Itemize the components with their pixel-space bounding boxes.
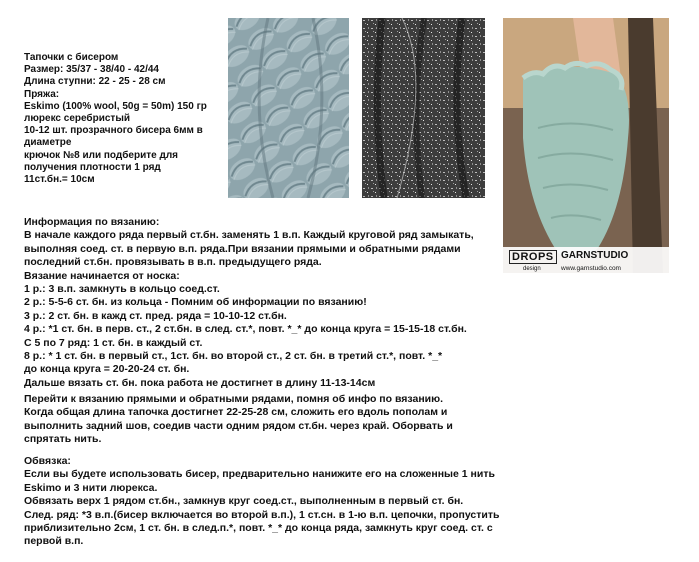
text-line: выполняя соед. ст. в первую в.п. ряда.При вязании прямыми и обратными рядами: [24, 242, 461, 255]
drops-logo-sub: design: [523, 266, 541, 272]
pattern-title: Тапочки с бисером: [24, 52, 119, 63]
garnstudio-url: www.garnstudio.com: [561, 265, 621, 272]
beads-line: 10-12 шт. прозрачного бисера 6мм в: [24, 125, 203, 137]
text-line: выполнить задний шов, соедив части одним рядом ст.бн. через край. Оборвать и: [24, 419, 453, 432]
foot-length-line: Длина ступни: 22 - 25 - 28 см: [24, 76, 166, 88]
edging-block: [24, 455, 499, 549]
hook-line: крючок №8 или подберите для: [24, 149, 179, 161]
yarn-texture: [228, 18, 349, 198]
lurex-line: люрекс серебристый: [24, 112, 131, 124]
row-1: 1 р.: 3 в.п. замкнуть в кольцо соед.ст.: [24, 282, 220, 295]
materials-block: [24, 52, 207, 186]
text-line: В начале каждого ряда первый ст.бн. заменять 1 в.п. Каждый круговой ряд замыкать,: [24, 229, 474, 242]
text-line: приблизительно 2см, 1 ст. бн. в след.п.*, повт. *_* до конца ряда, замкнуть круг соед. ст. с: [24, 521, 493, 534]
slipper-illustration: [503, 18, 669, 273]
yarn-line: Eskimo (100% wool, 50g = 50m) 150 гр: [24, 100, 207, 112]
text-line: Когда общая длина тапочка достигнет 22-25-28 см, сложить его вдоль пополам и: [24, 406, 448, 419]
row-3: 3 р.: 2 ст. бн. в кажд ст. пред. ряда = 10-10-12 ст.бн.: [24, 309, 287, 322]
row-8-cont: до конца круга = 20-20-24 ст. бн.: [24, 363, 190, 376]
start-heading: Вязание начинается от носка:: [24, 269, 180, 282]
sizes-line: Размер: 35/37 - 38/40 - 42/44: [24, 64, 159, 76]
info-heading: Информация по вязанию:: [24, 216, 160, 228]
assembly-block: [24, 393, 453, 447]
yarn-photo: [228, 18, 349, 198]
gauge-line: получения плотности 1 ряд: [24, 161, 161, 173]
text-line: След. ряд: *3 в.п.(бисер включается во второй в.п.), 1 ст.сн. в 1-ю в.п. цепочки, пропустить: [24, 508, 500, 521]
gauge-value: 11ст.бн.= 10см: [24, 173, 95, 185]
garnstudio-logo: GARNSTUDIO: [561, 250, 629, 261]
drops-logo: DROPS: [509, 250, 557, 264]
rows-5-7: С 5 по 7 ряд: 1 ст. бн. в каждый ст.: [24, 336, 203, 349]
text-line: первой в.п.: [24, 535, 84, 548]
row-2: 2 р.: 5-5-6 ст. бн. из кольца - Помним об информации по вязанию!: [24, 296, 367, 309]
slipper-photo: [503, 18, 669, 273]
edging-heading: Обвязка:: [24, 455, 71, 467]
yarn-heading: Пряжа:: [24, 88, 60, 100]
row-4: 4 р.: *1 ст. бн. в перв. ст., 2 ст.бн. в след. ст.*, повт. *_* до конца круга = 15-15-18 ст.бн.: [24, 323, 467, 336]
text-line: спрятать нить.: [24, 433, 102, 446]
lurex-texture: [362, 18, 485, 198]
lurex-photo: [362, 18, 485, 198]
text-line: Eskimo и 3 нити люрекса.: [24, 481, 158, 494]
continue-line: Дальше вязать ст. бн. пока работа не достигнет в длину 11-13-14см: [24, 376, 376, 389]
text-line: Обвязать верх 1 рядом ст.бн., замкнув круг соед.ст., выполненным в первый ст. бн.: [24, 495, 464, 508]
knitting-info-block: [24, 216, 474, 390]
beads-line-cont: диаметре: [24, 137, 72, 149]
row-8: 8 р.: * 1 ст. бн. в первый ст., 1ст. бн. во второй ст., 2 ст. бн. в третий ст.*, повт. *_*: [24, 349, 443, 362]
brand-bar: [503, 247, 669, 273]
text-line: Если вы будете использовать бисер, предварительно нанижите его на сложенные 1 нить: [24, 468, 495, 481]
text-line: Перейти к вязанию прямыми и обратными рядами, помня об инфо по вязанию.: [24, 393, 444, 405]
text-line: последний ст.бн. провязывать в в.п. предыдущего ряда.: [24, 256, 322, 269]
